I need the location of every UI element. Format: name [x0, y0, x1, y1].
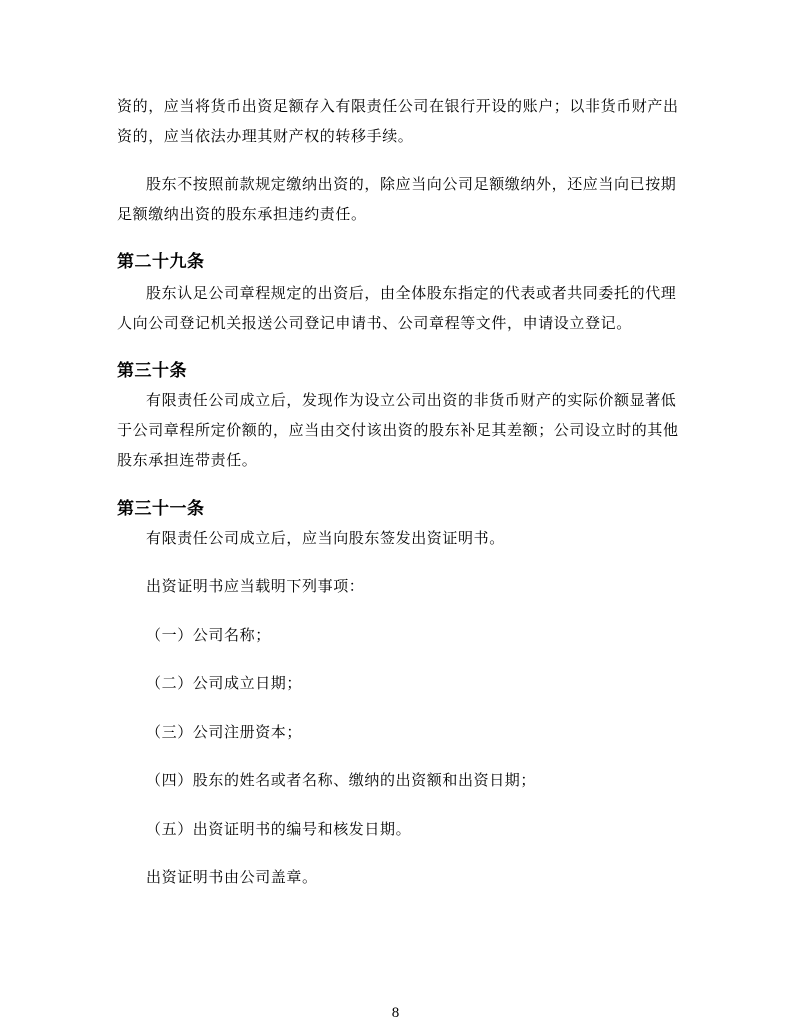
paragraph-line: 足额缴纳出资的股东承担违约责任。 [117, 205, 367, 223]
list-item: （二）公司成立日期； [146, 674, 303, 692]
paragraph-line: 资的，应当依法办理其财产权的转移手续。 [117, 127, 414, 145]
paragraph-line: 资的，应当将货币出资足额存入有限责任公司在银行开设的账户；以非货币财产出 [117, 97, 679, 115]
article-30-heading: 第三十条 [117, 361, 187, 381]
paragraph-line: 有限责任公司成立后，发现作为设立公司出资的非货币财产的实际价额显著低 [146, 391, 677, 409]
paragraph-line: 出资证明书由公司盖章。 [146, 868, 318, 886]
paragraph-line: 于公司章程所定价额的，应当由交付该出资的股东补足其差额；公司设立时的其他 [117, 421, 679, 439]
paragraph-line: 股东承担连带责任。 [117, 451, 258, 469]
paragraph-line: 股东认足公司章程规定的出资后，由全体股东指定的代表或者共同委托的代理 [146, 284, 677, 302]
list-item: （四）股东的姓名或者名称、缴纳的出资额和出资日期； [146, 771, 537, 789]
list-item: （三）公司注册资本； [146, 723, 303, 741]
article-31-heading: 第三十一条 [117, 499, 205, 519]
paragraph-line: 股东不按照前款规定缴纳出资的，除应当向公司足额缴纳外，还应当向已按期 [146, 175, 677, 193]
list-item: （一）公司名称； [146, 626, 271, 644]
paragraph-line: 有限责任公司成立后，应当向股东签发出资证明书。 [146, 529, 505, 547]
article-29-heading: 第二十九条 [117, 252, 205, 272]
paragraph-line: 人向公司登记机关报送公司登记申请书、公司章程等文件，申请设立登记。 [117, 314, 632, 332]
list-item: （五）出资证明书的编号和核发日期。 [146, 820, 412, 838]
paragraph-line: 出资证明书应当载明下列事项： [146, 577, 365, 595]
page-number: 8 [391, 1005, 400, 1021]
